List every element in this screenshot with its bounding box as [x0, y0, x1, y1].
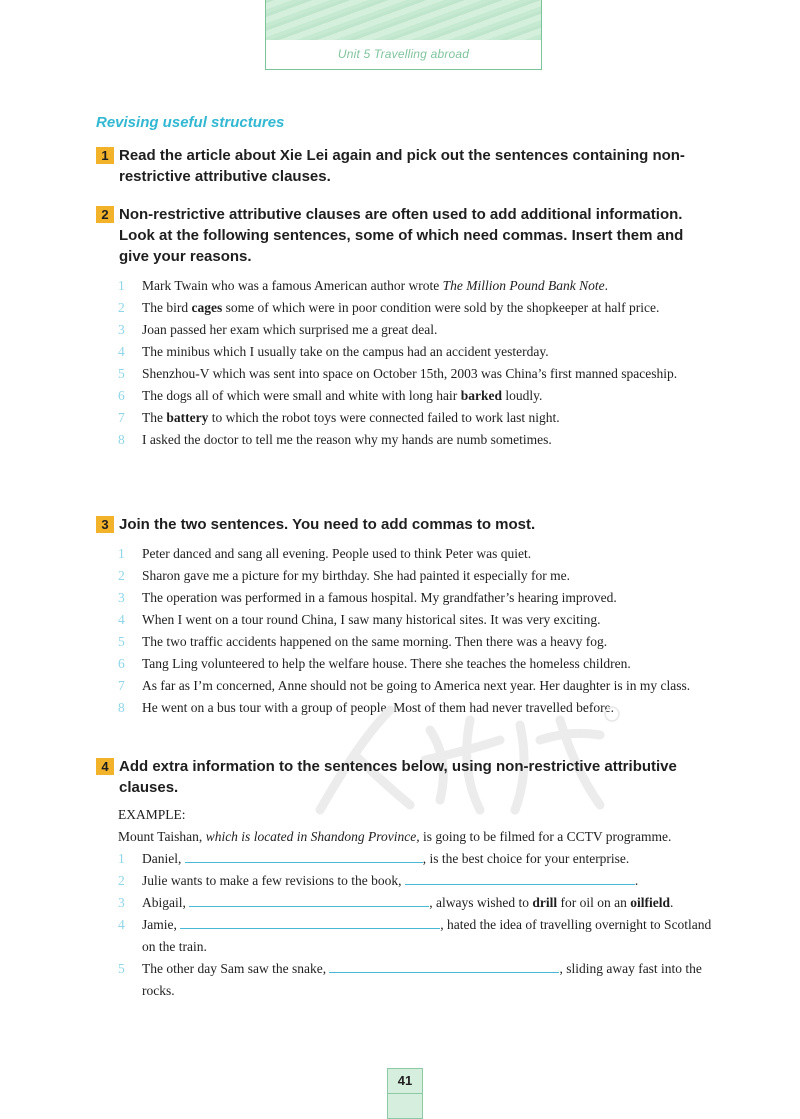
page-number-tab [387, 1068, 423, 1119]
item-text: Jamie, [142, 917, 181, 932]
vocab-word: barked [460, 388, 502, 403]
item-text: When I went on a tour round China, I saw many historical sites. It was very exciting. [142, 612, 601, 627]
header-decorative-band [266, 0, 541, 40]
task-4-list [96, 848, 716, 1002]
list-item [96, 914, 716, 958]
list-item [96, 892, 716, 914]
item-text: , hated the idea of travelling overnight to Scotland on the train. [142, 917, 712, 954]
list-item [96, 653, 716, 675]
item-text: to which the robot toys were connected failed to work last night. [208, 410, 560, 425]
task-3-instruction-block [96, 514, 716, 535]
item-number: 2 [118, 568, 125, 583]
item-text: Abigail, [142, 895, 190, 910]
example-block [96, 804, 716, 848]
item-number: 3 [118, 590, 125, 605]
list-item [96, 565, 716, 587]
list-item [96, 675, 716, 697]
book-title: The Million Pound Bank Note [442, 278, 605, 293]
item-text: He went on a bus tour with a group of people. Most of them had never travelled before. [142, 700, 614, 715]
item-text: , sliding away fast into the rocks. [142, 961, 702, 998]
task-number-badge: 1 [96, 147, 114, 164]
item-text: The dogs all of which were small and white with long hair [142, 388, 461, 403]
item-number: 1 [118, 546, 125, 561]
item-number: 4 [118, 612, 125, 627]
item-text: The two traffic accidents happened on the same morning. Then there was a heavy fog. [142, 634, 608, 649]
list-item [96, 407, 716, 429]
task-4-instruction-block [96, 756, 716, 798]
list-item [96, 587, 716, 609]
item-number: 3 [118, 322, 125, 337]
item-text: Daniel, [142, 851, 185, 866]
item-number: 2 [118, 300, 125, 315]
list-item [96, 631, 716, 653]
vocab-word: drill [532, 895, 558, 910]
answer-blank[interactable] [329, 959, 559, 973]
item-text: some of which were in poor condition were sold by the shopkeeper at half price. [222, 300, 660, 315]
item-text: for oil on an [557, 895, 631, 910]
item-number: 7 [118, 410, 125, 425]
task-number-badge: 2 [96, 206, 114, 223]
item-text: Julie wants to make a few revisions to the book, [142, 873, 405, 888]
list-item [96, 297, 716, 319]
task-4-instruction: Add extra information to the sentences below, using non-restrictive attributive clauses. [119, 758, 677, 796]
item-number: 2 [118, 873, 125, 888]
item-number: 8 [118, 700, 125, 715]
item-text: loudly. [501, 388, 543, 403]
vocab-word: oilfield [630, 895, 670, 910]
item-number: 1 [118, 278, 125, 293]
item-number: 1 [118, 851, 125, 866]
item-text: The operation was performed in a famous hospital. My grandfather’s hearing improved. [142, 590, 617, 605]
list-item [96, 543, 716, 565]
task-1-instruction: Read the article about Xie Lei again and pick out the sentences containing non-restrictive attributive clauses. [119, 147, 685, 185]
list-item [96, 341, 716, 363]
example-text: Mount Taishan, [118, 829, 206, 844]
task-2-instruction: Non-restrictive attributive clauses are often used to add additional information. Look at the following sentences, some of which need commas. Insert them and give your reasons. [119, 206, 684, 265]
item-text: . [634, 873, 639, 888]
list-item [96, 870, 716, 892]
list-item [96, 275, 716, 297]
item-number: 7 [118, 678, 125, 693]
item-number: 8 [118, 432, 125, 447]
example-sentence [118, 826, 716, 848]
task-1-instruction-block [96, 145, 716, 187]
vocab-word: battery [166, 410, 209, 425]
task-3-instruction: Join the two sentences. You need to add commas to most. [119, 516, 536, 533]
task-2-instruction-block [96, 204, 716, 267]
item-text: The [142, 410, 167, 425]
answer-blank[interactable] [405, 871, 635, 885]
list-item [96, 385, 716, 407]
example-clause: which is located in Shandong Province, [205, 829, 420, 844]
item-number: 5 [118, 366, 125, 381]
page-number: 41 [397, 1073, 413, 1088]
task-number-badge: 3 [96, 516, 114, 533]
item-text: Peter danced and sang all evening. People used to think Peter was quiet. [142, 546, 532, 561]
task-2-list [96, 275, 716, 451]
item-text: The other day Sam saw the snake, [142, 961, 330, 976]
item-text: . [604, 278, 608, 293]
answer-blank[interactable] [189, 893, 429, 907]
unit-header-banner [265, 0, 542, 70]
task-1 [96, 145, 716, 187]
answer-blank[interactable] [185, 849, 423, 863]
item-number: 5 [118, 634, 125, 649]
example-label: EXAMPLE: [118, 807, 186, 822]
item-text: The bird [142, 300, 192, 315]
item-number: 3 [118, 895, 125, 910]
item-text: , is the best choice for your enterprise. [422, 851, 630, 866]
unit-title: Unit 5 Travelling abroad [337, 47, 470, 61]
item-number: 4 [118, 917, 125, 932]
list-item [96, 363, 716, 385]
item-text: Tang Ling volunteered to help the welfare house. There she teaches the homeless children. [142, 656, 631, 671]
item-number: 6 [118, 656, 125, 671]
answer-blank[interactable] [180, 915, 440, 929]
item-text: I asked the doctor to tell me the reason why my hands are numb sometimes. [142, 432, 552, 447]
item-number: 4 [118, 344, 125, 359]
vocab-word: cages [191, 300, 223, 315]
list-item [96, 609, 716, 631]
list-item [96, 958, 716, 1002]
item-text: Joan passed her exam which surprised me a great deal. [142, 322, 438, 337]
item-text: The minibus which I usually take on the campus had an accident yesterday. [142, 344, 549, 359]
item-text: . [670, 895, 674, 910]
item-number: 5 [118, 961, 125, 976]
example-text: is going to be filmed for a CCTV programme. [419, 829, 672, 844]
item-text: Sharon gave me a picture for my birthday. She had painted it especially for me. [142, 568, 570, 583]
item-text: As far as I’m concerned, Anne should not be going to America next year. Her daughter is in my class. [142, 678, 691, 693]
list-item [96, 319, 716, 341]
list-item [96, 848, 716, 870]
item-text: Shenzhou-V which was sent into space on October 15th, 2003 was China’s first manned spaceship. [142, 366, 678, 381]
task-number-badge: 4 [96, 758, 114, 775]
task-4 [96, 756, 716, 1002]
task-2 [96, 204, 716, 451]
item-text: Mark Twain who was a famous American author wrote [142, 278, 443, 293]
item-number: 6 [118, 388, 125, 403]
item-text: , always wished to [429, 895, 533, 910]
section-heading: Revising useful structures [96, 114, 285, 131]
task-3 [96, 514, 716, 719]
list-item [96, 429, 716, 451]
task-3-list [96, 543, 716, 719]
page-number-divider [388, 1093, 422, 1094]
